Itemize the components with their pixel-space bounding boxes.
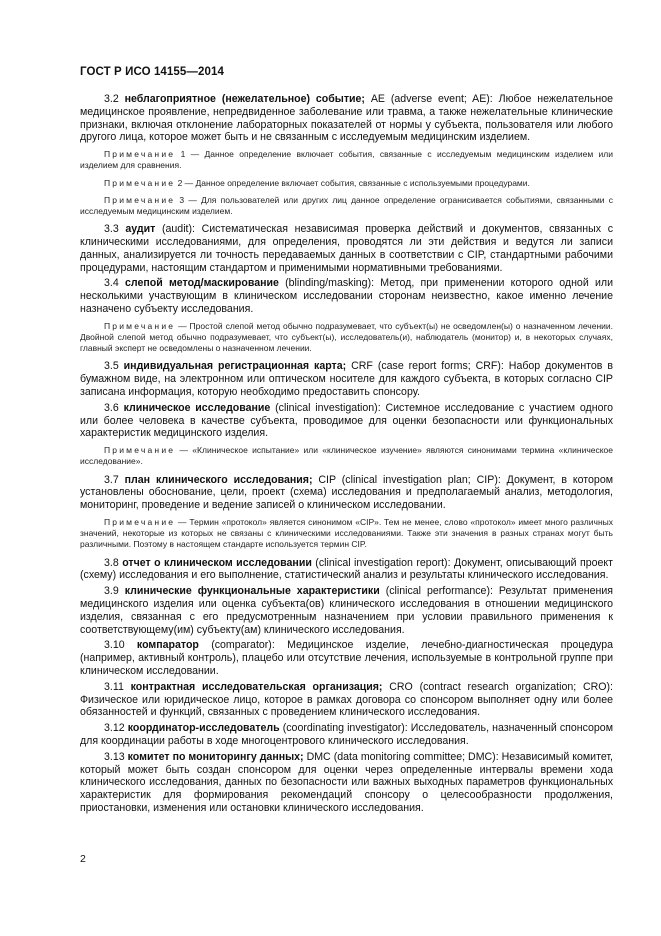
note-text: — «Клиническое испытание» или «клиническое изучение» являются синонимами термина «клиническое исследование». xyxy=(80,445,613,467)
term-name: план клинического исследования; xyxy=(124,473,313,486)
note-paragraph xyxy=(80,321,613,355)
clause-number: 3.9 xyxy=(104,585,119,598)
definition-paragraph xyxy=(80,277,613,315)
note-paragraph xyxy=(80,517,613,551)
note-label: Примечание xyxy=(104,149,176,160)
definition-text: CRO (contract research organization; CRO): Физическое или юридическое лицо, которое в рамках договора со спонсором выполняет одну или более обязанностей и функций, связанных с проведением клинического исследования. xyxy=(80,680,613,719)
note-label: Примечание xyxy=(104,177,176,188)
note-text: — Простой слепой метод обычно подразумевает, что субъект(ы) не осведомлен(ы) о назначенном лечении. Двойной слепой метод обычно подразумевает, что субъект(ы), исследователь(и), наблюдатель (монитор) и, в некоторых случаях, главный эксперт не осведомлены о назначенном лечении. xyxy=(80,320,613,354)
note-text: 1 — Данное определение включает события, связанные с исследуемым медицинским изделием или изделием для сравнения. xyxy=(80,149,613,171)
clause-number: 3.12 xyxy=(104,722,125,735)
clause-number: 3.3 xyxy=(104,223,119,236)
term-name: слепой метод/маскирование xyxy=(124,277,279,290)
definition-paragraph xyxy=(80,585,613,636)
term-name: отчет о клиническом исследовании xyxy=(122,556,312,569)
definition-paragraph xyxy=(80,557,613,583)
clause-number: 3.7 xyxy=(104,473,119,486)
definition-text: (clinical investigation): Системное исследование с участием одного или более человека в качестве субъекта, проводимое для оценки безопасности или функциональных характеристик медицинского изделия. xyxy=(80,401,613,440)
document-body xyxy=(80,93,613,818)
definition-text: AE (adverse event; AE): Любое нежелательное медицинское проявление, непредвиденное заболевание или травма, а также нежелательные клинические признаки, включая отклонение лабораторных показателей от нормы у субъекта, пользователя или любого другого лица, которое может быть и не связанным с исследуемым медицинским изделием. xyxy=(80,93,613,144)
note-paragraph xyxy=(80,149,613,171)
definition-text: CRF (case report forms; CRF): Набор документов в бумажном виде, на электронном или оптическом носителе для каждого субъекта, в которых согласно CIP записана информация, которую необходимо предоставить спонсору. xyxy=(80,360,613,398)
definition-text: CIP (clinical investigation plan; CIP): Документ, в котором установлены обоснование, цели, проект (схема) исследования и предполагаемый анализ, методология, мониторинг, проведение и ведение записей о клиническом исследовании. xyxy=(80,473,613,512)
term-name: клинические функциональные характеристики xyxy=(124,585,380,598)
definition-paragraph xyxy=(80,93,613,144)
term-name: неблагоприятное (нежелательное) событие; xyxy=(124,93,365,105)
note-text: — Термин «протокол» является синонимом «CIP». Тем не менее, слово «протокол» имеет много различных значений, некоторые из которых не связаны с клиническими исследованиями. Также эти значения в разных странах могут быть различными. Поэтому в настоящем стандарте используется термин CIP. xyxy=(80,516,613,550)
clause-number: 3.2 xyxy=(104,93,119,105)
clause-number: 3.4 xyxy=(104,277,119,290)
note-paragraph xyxy=(80,178,613,189)
note-text: 2 — Данное определение включает события, связанные с используемыми процедурами. xyxy=(175,177,530,188)
definition-text: (coordinating investigator): Исследователь, назначенный спонсором для координации работы в ходе многоцентрового клинического исследования. xyxy=(80,722,613,747)
note-label: Примечание xyxy=(104,320,176,331)
term-name: координатор-исследователь xyxy=(127,722,280,735)
definition-paragraph xyxy=(80,639,613,677)
definition-text: (clinical investigation report): Документ, описывающий проект (схему) исследования и его выполнение, статистический анализ и результаты клинического исследования. xyxy=(80,556,613,582)
definition-text: (audit): Систематическая независимая проверка действий и документов, связанных с клиническими исследованиями, для определения, проводятся ли эти действия и ведутся ли записи данных, анализируется ли точность передаваемых данных в соответствии с CIP, стандартными рабочими процедурами, настоящим стандартом и применимыми нормативными требованиями. xyxy=(80,223,613,274)
definition-paragraph xyxy=(80,722,613,748)
definition-text: (comparator): Медицинское изделие, лечебно-диагностическая процедура (например, активный контроль), плацебо или отсутствие лечения, используемые в контрольной группе при клиническом исследовании. xyxy=(80,639,613,677)
note-label: Примечание xyxy=(104,194,176,205)
term-name: индивидуальная регистрационная карта; xyxy=(123,360,347,373)
note-label: Примечание xyxy=(104,445,176,456)
clause-number: 3.6 xyxy=(104,401,119,414)
term-name: компаратор xyxy=(136,639,199,652)
note-paragraph xyxy=(80,445,613,467)
clause-number: 3.13 xyxy=(104,750,125,763)
term-name: клиническое исследование xyxy=(123,401,271,414)
clause-number: 3.8 xyxy=(104,556,119,569)
clause-number: 3.11 xyxy=(104,680,124,693)
standard-header: ГОСТ Р ИСО 14155—2014 xyxy=(80,66,225,78)
note-label: Примечание xyxy=(104,516,176,527)
definition-paragraph xyxy=(80,751,613,815)
definition-text: (clinical performance): Результат применения медицинского изделия или оценка субъекта(ов) клинического исследования в отношении медицинского изделия, связанная с его предусмотренным назначением при условии правильного применения к соответствующему(им) субъекту(ам) клинического исследования. xyxy=(80,585,613,636)
clause-number: 3.5 xyxy=(104,360,119,373)
term-name: контрактная исследовательская организация; xyxy=(130,680,383,693)
term-name: аудит xyxy=(125,223,156,236)
definition-paragraph xyxy=(80,402,613,440)
note-text: 3 — Для пользователей или других лиц данное определение огранисивается событиями, связанными с исследуемым медицинским изделием. xyxy=(80,194,613,216)
term-name: комитет по мониторингу данных; xyxy=(127,750,304,763)
definition-text: (blinding/masking): Метод, при применении которого одной или несколькими участвующим в клиническом исследовании сторонам неизвестно, какое именно лечение назначено субъекту исследования. xyxy=(80,277,613,315)
definition-paragraph xyxy=(80,223,613,274)
definition-paragraph xyxy=(80,360,613,398)
page-number: 2 xyxy=(80,853,86,865)
definition-paragraph xyxy=(80,474,613,512)
definition-text: DMC (data monitoring committee; DMC): Независимый комитет, который может быть создан спонсором для оценки через определенные интервалы времени хода клинического исследования, данных по безопасности или важных выходных параметров функциональных характеристик для формирования рекомендаций спонсору о целесообразности продолжения, приостановки, изменения или остановки клинического исследования. xyxy=(80,750,613,814)
definition-paragraph xyxy=(80,681,613,719)
clause-number: 3.10 xyxy=(104,639,125,652)
note-paragraph xyxy=(80,195,613,217)
